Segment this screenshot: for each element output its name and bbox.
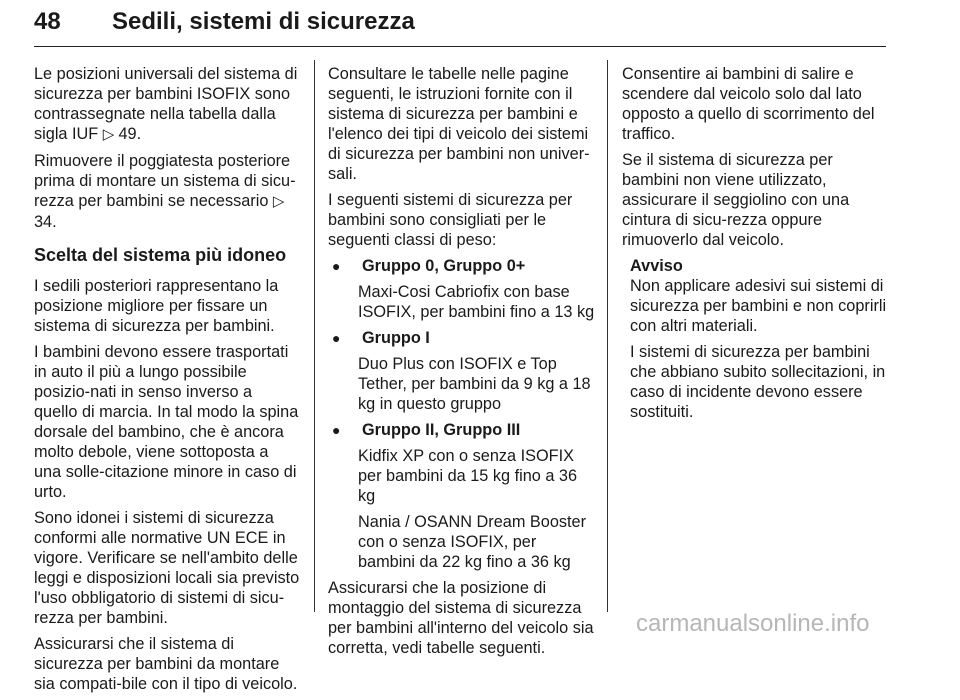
group-title: Gruppo I [362,329,430,347]
group-title: Gruppo II, Gruppo III [362,421,521,439]
bullet-icon: ● [332,330,341,346]
bullet-icon: ● [332,422,341,438]
column-middle [328,64,596,664]
section-heading: Scelta del sistema più idoneo [34,245,287,265]
notice-box [622,256,890,422]
paragraph: Le posizioni universali del sistema di sicurezza per bambini ISOFIX sono contrassegnate nella tabella dalla sigla IUF ▷ 49. [34,65,298,143]
group-description: Nania / OSANN Dream Booster con o senza ISOFIX, per bambini da 22 kg fino a 36 kg [358,513,587,571]
chapter-title: Sedili, sistemi di sicurezza [112,8,415,35]
paragraph: Assicurarsi che la posizione di montaggio del sistema di sicurezza per bambini all'interno del veicolo sia corretta, vedi tabelle seguenti. [328,579,594,657]
paragraph: Se il sistema di sicurezza per bambini non viene utilizzato, assicurare il seggiolino con una cintura di sicu-rezza oppure rimuoverlo dal veicolo. [622,151,850,249]
bullet-item [328,256,596,276]
page-reference-arrow-icon[interactable]: ▷ [102,126,119,143]
paragraph: Sono idonei i sistemi di sicurezza conformi alle normative UN ECE in vigore. Verificare se nell'ambito delle leggi e disposizioni locali sia previsto l'uso obbligatorio di sistemi di sicu-rezza per bambini. [34,509,300,627]
bullet-item [328,420,596,440]
notice-title: Avviso [630,257,683,275]
group-title: Gruppo 0, Gruppo 0+ [362,257,526,275]
paragraph: I bambini devono essere trasportati in auto il più a lungo possibile posizio-nati in senso inverso a quello di marcia. In tal modo la spina dorsale del bambino, che è ancora molto debole, viene sottoposta a una solle-citazione minore in caso di urto. [34,343,299,501]
group-description: Duo Plus con ISOFIX e Top Tether, per bambini da 9 kg a 18 kg in questo gruppo [358,355,591,413]
notice-text: I sistemi di sicurezza per bambini che abbiano subito sollecitazioni, in caso di incidente devono essere sostituiti. [630,343,886,421]
paragraph: Consentire ai bambini di salire e scendere dal veicolo solo dal lato opposto a quello di scorrimento del traffico. [622,65,875,143]
bullet-item [328,328,596,348]
column-divider [314,60,315,612]
paragraph: Rimuovere il poggiatesta posteriore prima di montare un sistema di sicu-rezza per bambini se necessario ▷ 34. [34,152,296,231]
paragraph: Assicurarsi che il sistema di sicurezza per bambini da montare sia compati-bile con il tipo di veicolo. [34,635,298,693]
column-right [622,64,890,428]
group-description: Maxi-Cosi Cabriofix con base ISOFIX, per bambini fino a 13 kg [358,283,595,321]
column-left [34,64,300,700]
group-description: Kidfix XP con o senza ISOFIX per bambini da 15 kg fino a 36 kg [358,447,578,505]
page-reference[interactable]: 49. [118,125,142,143]
paragraph: I seguenti sistemi di sicurezza per bambini sono consigliati per le seguenti classi di peso: [328,191,573,249]
page-number: 48 [34,8,61,35]
watermark: carmanualsonline.info [636,610,870,637]
paragraph: I sedili posteriori rappresentano la posizione migliore per fissare un sistema di sicurezza per bambini. [34,277,279,335]
bullet-icon: ● [332,258,341,274]
paragraph: Consultare le tabelle nelle pagine seguenti, le istruzioni fornite con il sistema di sicurezza per bambini e l'elenco dei tipi di veicolo dei sistemi di sicurezza per bambini non univer-sali. [328,65,590,183]
page-reference[interactable]: 34. [34,213,57,231]
notice-text: Non applicare adesivi sui sistemi di sicurezza per bambini e non coprirli con altri materiali. [630,277,887,335]
column-divider [607,60,608,612]
page-header [34,6,886,47]
page-reference-arrow-icon[interactable]: ▷ [272,193,285,210]
